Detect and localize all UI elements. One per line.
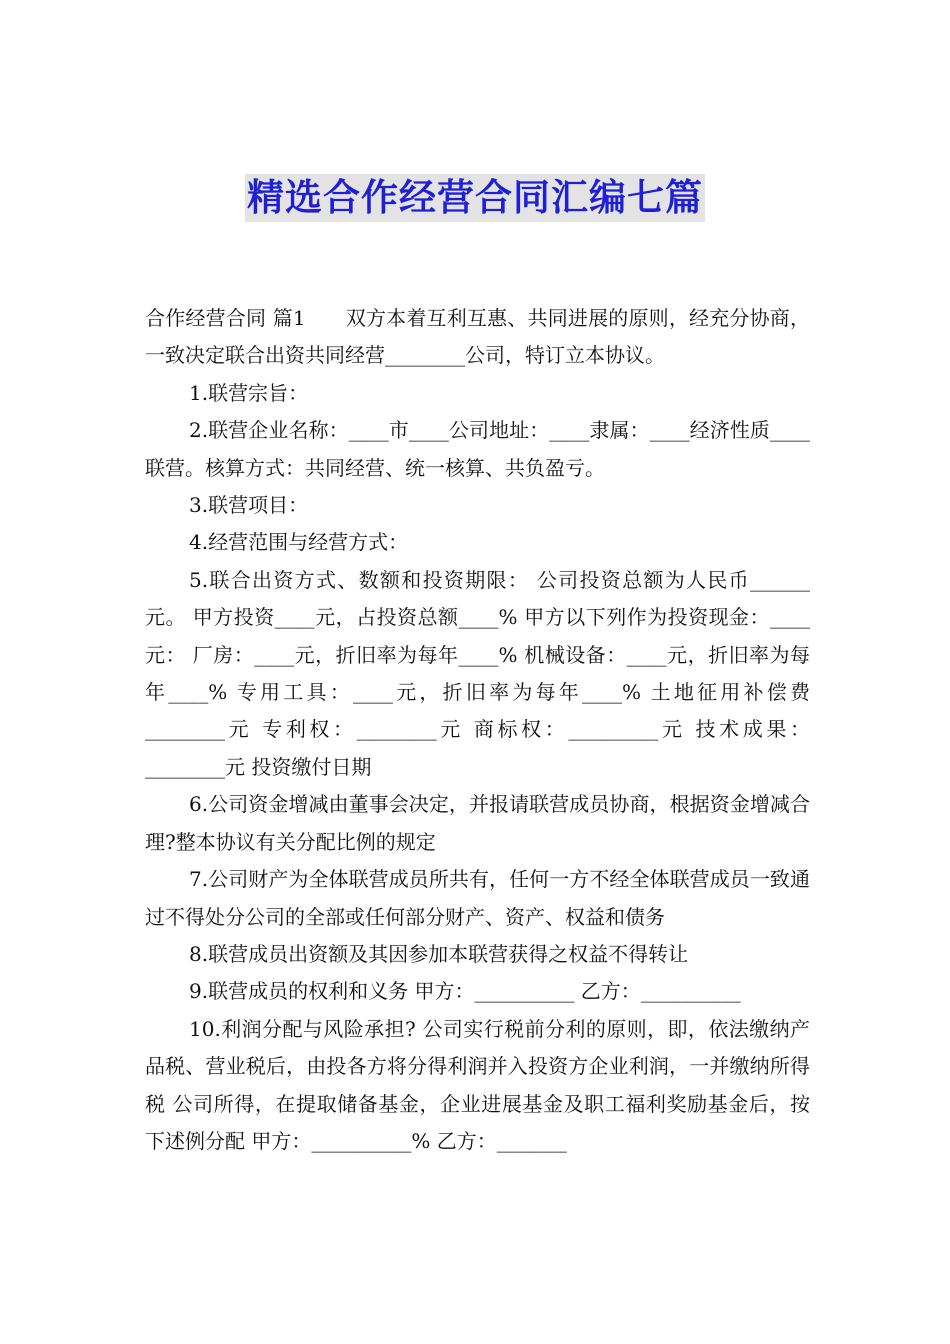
clause-2: 2.联营企业名称：____市____公司地址：____隶属：____经济性质____联营。核算方式：共同经营、统一核算、共负盈亏。 [145,418,810,480]
clause-1: 1.联营宗旨： [189,380,309,405]
clause-7: 7.公司财产为全体联营成员所共有，任何一方不经全体联营成员一致通过不得处分公司的全部或任何部分财产、资产、权益和债务 [145,867,810,929]
clause-5: 5.联合出资方式、数额和投资期限： 公司投资总额为人民币______元。 甲方投资____元，占投资总额____% 甲方以下列作为投资现金：____元： 厂房：____元，折旧率为每年____% 机械设备：____元，折旧率为每年____% 专用工具：____元，折旧率为每年____% 土地征用补偿费________元 专利权：________元 商标权：_________元 技术成果：________元 投资缴付日期 [145,567,810,779]
section-heading: 合作经营合同 篇1 [145,306,306,330]
clause-9: 9.联营成员的权利和义务 甲方：__________ 乙方：__________ [189,979,741,1004]
title-container [0,174,950,222]
clause-6: 6.公司资金增减由董事会决定，并报请联营成员协商，根据资金增减合理?整本协议有关分配比例的规定 [145,792,810,854]
clause-8: 8.联营成员出资额及其因参加本联营获得之权益不得转让 [189,941,689,966]
intro-paragraph [145,300,810,375]
document-title: 精选合作经营合同汇编七篇 [245,174,705,222]
intro-text: 双方本着互利互惠、共同进展的原则，经充分协商，一致决定联合出资共同经营________公司，特订立本协议。 [145,306,810,368]
document-body [145,300,810,1160]
clause-3: 3.联营项目： [189,493,309,518]
clause-10: 10.利润分配与风险承担? 公司实行税前分利的原则，即，依法缴纳产品税、营业税后，由投各方将分得利润并入投资方企业利润，一并缴纳所得税 公司所得，在提取储备基金，企业进展基金及职工福利奖励基金后，按下述例分配 甲方：__________% 乙方：_______ [145,1016,810,1153]
clause-4: 4.经营范围与经营方式： [189,530,409,555]
